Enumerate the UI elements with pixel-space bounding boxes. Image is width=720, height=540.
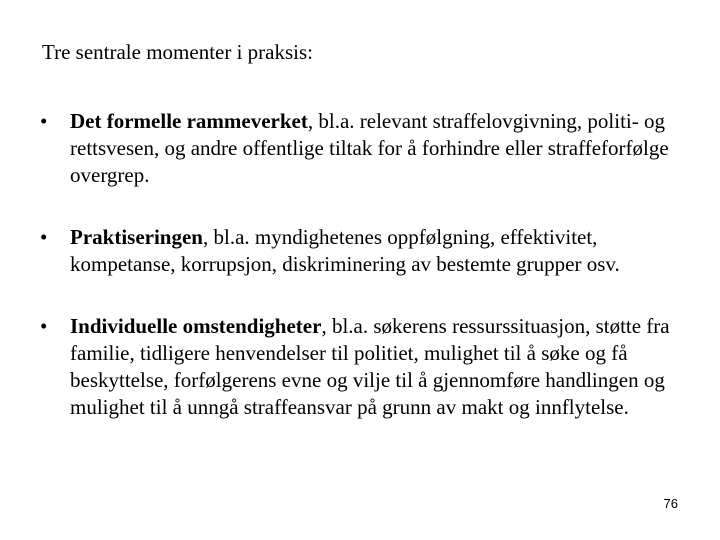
bullet-item-formal-framework bbox=[40, 108, 700, 189]
bullet-dot-icon: • bbox=[40, 109, 48, 133]
bullet-text: , bl.a. myndighetenes oppfølgning, effektivitet, kompetanse, korrupsjon, diskriminering av bestemte grupper osv. bbox=[70, 225, 620, 276]
bullet-text: , bl.a. relevant straffelovgivning, politi- og rettsvesen, og andre offentlige tiltak for å forhindre eller straffeforfølge overgrep. bbox=[70, 109, 669, 187]
slide-heading: Tre sentrale momenter i praksis: bbox=[42, 40, 314, 64]
bullet-text: , bl.a. søkerens ressurssituasjon, støtte fra familie, tidligere henvendelser til politiet, mulighet til å søke og få beskyttelse, forfølgerens evne og vilje til å gjennomføre handlingen og mulighet til å unngå straffeansvar på grunn av makt og innflytelse. bbox=[70, 314, 670, 419]
bullet-term: Individuelle omstendigheter bbox=[70, 314, 322, 338]
bullet-term: Praktiseringen bbox=[70, 225, 203, 249]
bullet-item-practice bbox=[40, 224, 700, 278]
bullet-dot-icon: • bbox=[40, 314, 48, 338]
bullet-dot-icon: • bbox=[40, 225, 48, 249]
bullet-item-individual-circumstances bbox=[40, 313, 700, 421]
bullet-list bbox=[40, 108, 700, 421]
bullet-term: Det formelle rammeverket bbox=[70, 109, 308, 133]
page-number: 76 bbox=[663, 496, 678, 511]
